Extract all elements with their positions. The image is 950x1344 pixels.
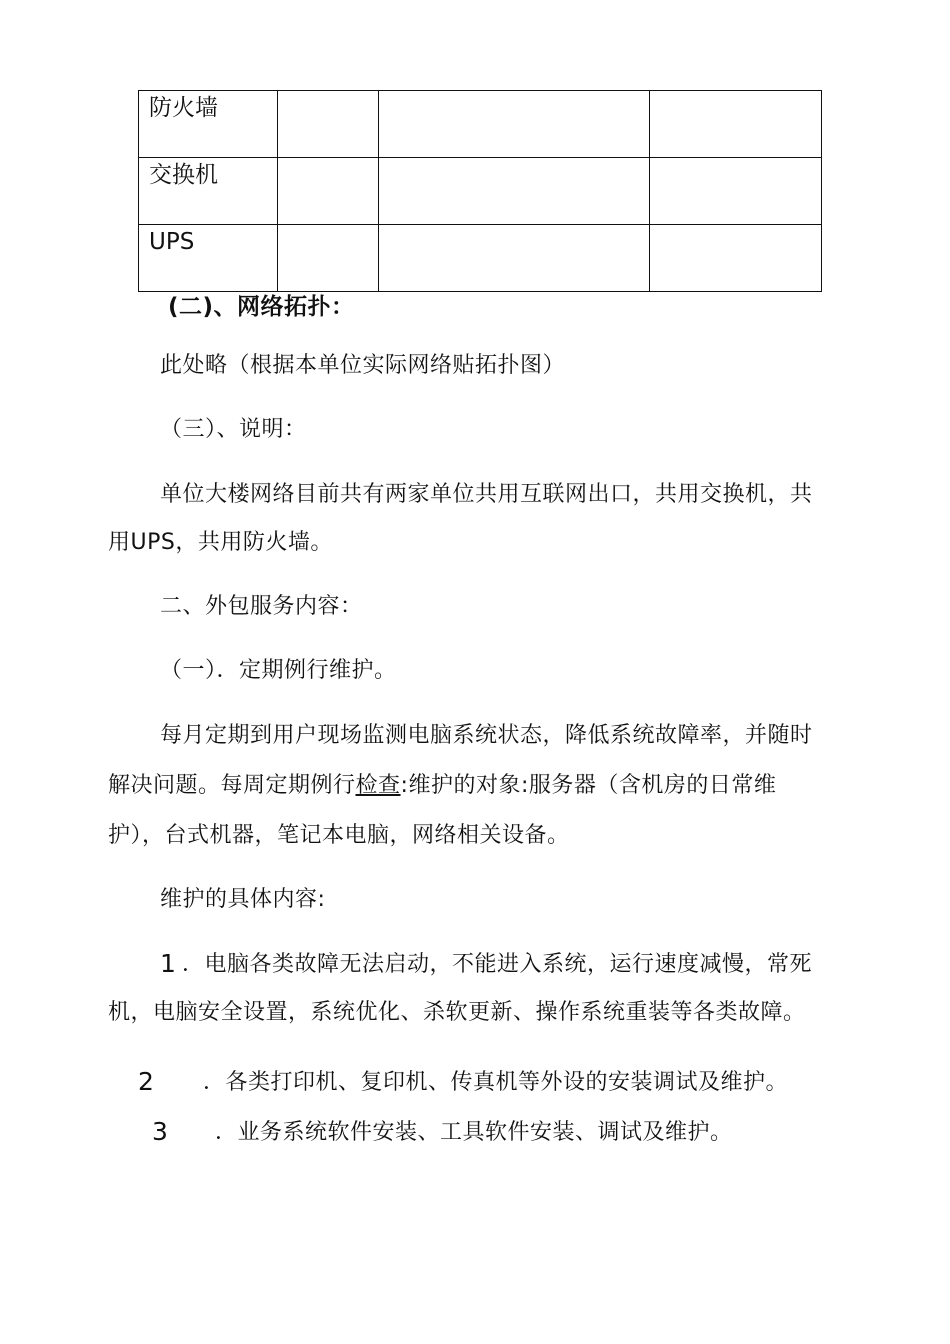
table-cell bbox=[379, 225, 650, 292]
inspection-link[interactable]: 检查 bbox=[355, 773, 401, 798]
table-cell-device: 交换机 bbox=[139, 158, 278, 225]
table-cell-device: UPS bbox=[139, 225, 278, 292]
maintenance-paragraph-line bbox=[108, 771, 776, 801]
table-cell bbox=[650, 225, 822, 292]
table-row bbox=[139, 158, 822, 225]
routine-maintenance-heading: （一）．定期例行维护。 bbox=[160, 658, 397, 683]
maintenance-text-prefix: 解决问题。每周定期例行 bbox=[108, 773, 356, 798]
item-text-line: ．各类打印机、复印机、传真机等外设的安装调试及维护。 bbox=[203, 1070, 789, 1095]
maintenance-text-suffix: :维护的对象:服务器（含机房的日常维 bbox=[400, 773, 777, 798]
description-paragraph-line: 用UPS，共用防火墙。 bbox=[108, 530, 333, 555]
table-row bbox=[139, 225, 822, 292]
table-cell bbox=[379, 158, 650, 225]
table-row bbox=[139, 91, 822, 158]
item-number: 2 bbox=[138, 1067, 154, 1096]
section-network-topology-heading: (二)、网络拓扑： bbox=[168, 294, 355, 320]
maintenance-content-heading: 维护的具体内容: bbox=[160, 887, 326, 912]
item-number: 3 bbox=[152, 1117, 168, 1146]
item-text-line: 机，电脑安全设置，系统优化、杀软更新、操作系统重装等各类故障。 bbox=[108, 1000, 806, 1025]
topology-note: 此处略（根据本单位实际网络贴拓扑图） bbox=[160, 353, 566, 378]
section-description-heading: （三）、说明： bbox=[160, 417, 307, 442]
maintenance-paragraph-line: 护），台式机器，笔记本电脑，网络相关设备。 bbox=[108, 823, 570, 848]
item-text-line: ．业务系统软件安装、工具软件安装、调试及维护。 bbox=[215, 1120, 733, 1145]
table-cell bbox=[379, 91, 650, 158]
description-paragraph-line: 单位大楼网络目前共有两家单位共用互联网出口，共用交换机，共 bbox=[160, 482, 813, 507]
table-cell-device: 防火墙 bbox=[139, 91, 278, 158]
maintenance-paragraph-line: 每月定期到用户现场监测电脑系统状态，降低系统故障率，并随时 bbox=[160, 723, 813, 748]
outsourcing-services-heading: 二、外包服务内容： bbox=[160, 594, 363, 619]
table-cell bbox=[278, 91, 379, 158]
table-cell bbox=[650, 91, 822, 158]
table-cell bbox=[278, 158, 379, 225]
item-text-line: ．电脑各类故障无法启动，不能进入系统，运行速度减慢，常死 bbox=[182, 952, 813, 977]
table-cell bbox=[650, 158, 822, 225]
equipment-table bbox=[138, 90, 822, 292]
item-number: 1 bbox=[160, 949, 176, 978]
table-cell bbox=[278, 225, 379, 292]
